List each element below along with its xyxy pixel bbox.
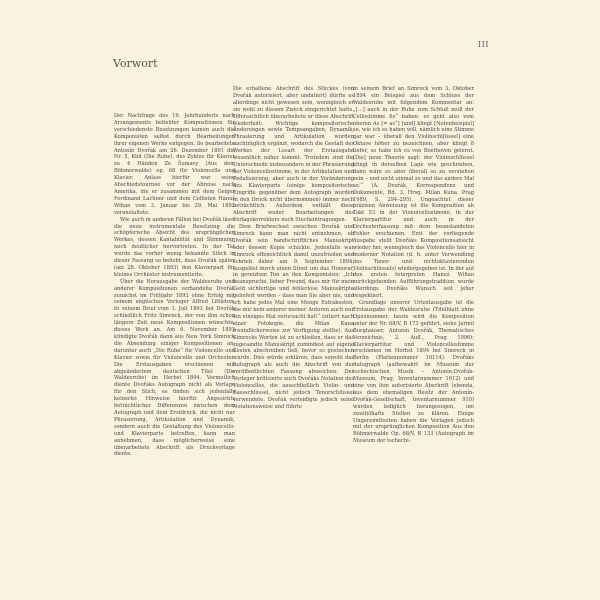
paragraph: Grundlage unserer Urtextausgabe ist die Erstausgabe der Waldesruhe (Titelblatt ohne Opusnummer, heute wird die Komposition unter der Nr. 68/V, B 173 geführt, siehe Jarmil Burghauser, Antonín Dvořák, Thematisches Verzeichnis, 2. Aufl., Prag 1996): Klavierpartitur und Violoncellostimme erschienen im Herbst 1894 bei Simrock in Berlin (Plattennummer 10114). Dvořáks Autograph (aufbewahrt im Museum der tschechischen Musik – Antonín-Dvořák-Museum, Prag, Inventarnummer 1612) und eine von ihm autorisierte Abschrift (ebenda, aus dem ehemaligen Besitz der Antonín-Dvořák-Gesellschaft, Inventarnummer 910) wurden lediglich herangezogen, um zweifelhafte Stellen zu klären. Einige Ungereimtheiten haben die Vorlagen jedoch mit der ursprünglichen Komposition Aus den Böhmerwalde Op. 68/V, B 133 (Autograph im Museum der tschechi- [353,300,474,445]
paragraph: Dem Briefwechsel zwischen Dvořák und Simrock kann man nicht entnehmen, ob Dvořák sein handschriftliches Manuskript oder dessen Kopie schickte. Jedenfalls war Simrock offensichtlich damit unzufrieden und schrieb daher am 9. September 1894, ausgelöst durch einen Streit um das Honorar, in gereiztem Ton an den Komponisten: „Ich beanspruche, lieber Freund, dass mir für mein Geld sichfertige und fehlerlose Manuskripte geliefert werden – dass man Sie aber nie, und ich habe jedes Mal eine Menge Extrakosten, die mir kein anderer meiner Autoren auch nur ein einziges Mal verursacht hat!“ (zitiert nach einer Fotokopie, die Milan Kuna freundlicherweise zur Verfügung stellte). Aus Simrocks Worten ist zu schließen, dass er das zugesandte Manuskript zumindest auf eigene Kosten abschreiben ließ, bevor es gestochen wurde. Dies würde erklären, dass sowohl das Autograph als auch die Abschrift von der veröffentlichten Fassung abweichen. Der Verleger kritisierte auch Dvořáks Notation des Violoncellos, die ausschließlich Violin- und Bassschlüssel, nicht jedoch Tenorschlüssel verwendete. Dvořák verteidigte jedoch seine Notationsweise und führte [233,224,354,410]
paragraph: Der Nachfrage des 19. Jahrhunderts nach Arrangements beliebter Kompositionen für verschiedenste Besetzungen kamen auch die Komponisten selbst durch Bearbeitungen ihrer eigenen Werke entgegen. So bearbeitete Antonín Dvořák am 26. Dezember 1891 die Nr. 5, Klid (Die Ruhe), des Zyklus für Klavier zu 4 Händen Ze Šumavy (Aus dem Böhmerwalde) op. 68 für Violoncello und Klavier. Anlass hierfür war seine Abschiedstournee vor der Abreise nach Amerika, die er zusammen mit dem Geiger Ferdinand Lachner und dem Cellisten Hanuš Wihan vom 3. Januar bis 29. Mai 1892 veranstaltete. [114,113,235,216]
page-title: Vorwort [113,57,158,70]
paragraph: Die erhaltene Abschrift des Stückes (von Dvořák autorisiert, aber undatiert) dürfte es allerdings nicht gewesen sein, wenngleich er sie wohl zu diesem Zweck eingerichtet hatte. Offensichtlich überarbeitete er diese Abschrift wiederholt: Wichtige kompositorische Änderungen sowie Tempoangaben, Dynamik, Phrasierung und Artikulation wurden nachträglich ergänzt, wodurch die Gestalt des Werkes der Lesart der Erstausgabe wesentlich näher kommt. Trotzdem sind die Unterschiede insbesondere in der Phrasierung der Violoncellostimme, in der Artikulation und Pedalisierung, aber auch in der Veränderung des Klavierparts (einige kompositorische Eingriffe gegenüber dem Autograph wurden in den Druck nicht übernommen) immer noch beträchtlich. Außerdem enthält diese Abschrift weder Bearbeitungen des Verlagskorrektors noch Stecheintragungen. [233,86,355,224]
paragraph: in seinem Brief an Simrock vom 3. Oktober 1894 ein Beispiel aus dem Schluss der Waldesruhe mit folgendem Kommentar an: „[…] auch in der Ruhe zum Schluß muß der Cellostimme fis“ haben: es geht also vom oberen As [= as“] [und] klingt [Notenbeispiel] so, wie ich es haben will, nämlich eine Stimme gar war – überall den Violinschl[üssel] eine Oktave höher zu bezeichnen, aber klingt 8 tiefer, so habe ich es von Beethoven gelernt. [Die] neue Theorie sagt: der Violinschlüssel klingt in derselben Lage wie geschrieben, dann wäre es aber überall so zu verstehen sein – und nicht einmal so und das andere Mal so.“ (A. Dvořák, Korrespondenz und Dokumente, Bd. 3, Hrsg. Milan Kuna, Prag 1989, S. 294–295). Ungeachtet dieser präzisen Anweisung ist die Komposition ab Takt 53 in der Violoncellostimme, in der Klavierpartitur und auch in der Orchesterfassung mit dem beanstandeten Fehler erschienen. Erst der vorliegende Ausgabe stellt Dvořáks Kompositionsabsicht wieder her, wenngleich das Violoncello hier in moderner Notation (d. h. unter Verwendung des Tenor- und nichtoktavierenden Violinschlüssels) wiedergegeben ist. In der auf den ersten Interpreten Hanuš Wihan zurückgehenden Aufführungstradition wurde allerdings Dvořáks Wunsch seit jeher respektiert. [353,86,474,300]
paragraph: Wie auch in anderen Fällen bei Dvořák lässt die neue instrumentale Besetzung die schöpferische Absicht des ursprünglichen Werkes, dessen Kantabilität und Stimmung, noch deutlicher hervortreten. In der Tat wurde das vorher wenig bekannte Stück in dieser Fassung so beliebt, dass Dvořák später (am 28. Oktober 1893) den Klavierpart für kleines Orchester instrumentierte. [114,216,235,278]
text-column-1 [114,113,235,458]
paragraph: Über die Herausgabe der Waldesruhe und anderer Kompositionen verhandelte Dvořák zunächst im Frühjahr 1893 ohne Erfolg mit seinem englischen Verleger Alfred Littleton. In seinem Brief vom 3. Juli 1893 bot Dvořák schließlich Fritz Simrock, der von ihm schon längere Zeit neue Kompositionen wünschte, dieses Werk an. Am 6. November 1893 kündigte Dvořák dann aus New York Simrock die Absendung einiger Kompositionen an, darunter auch „Die Ruhe“ für Violoncello und Klavier sowie für Violoncello und Orchester. Die Erstausgaben erschienen mit abgeändertem deutschen Titel (Die Waldesruhe) im Herbst 1894. Vermutlich diente Dvořáks Autograph nicht als Vorlage für den Stich, es finden sich jedenfalls keinerlei Hinweise hierfür. Angesichts beträchtlicher Differenzen zwischen dem Autograph und dem Erstdruck, die nicht nur Phrasierung, Artikulation und Dynamik, sondern auch die Gestaltung des Violoncello- und Klavierparts betreffen, kann man annehmen, dass möglicherweise eine überarbeitete Abschrift als Druckvorlage diente. [114,278,235,458]
page-number: III [478,40,489,49]
text-column-3 [353,86,474,445]
text-column-2 [233,86,354,411]
